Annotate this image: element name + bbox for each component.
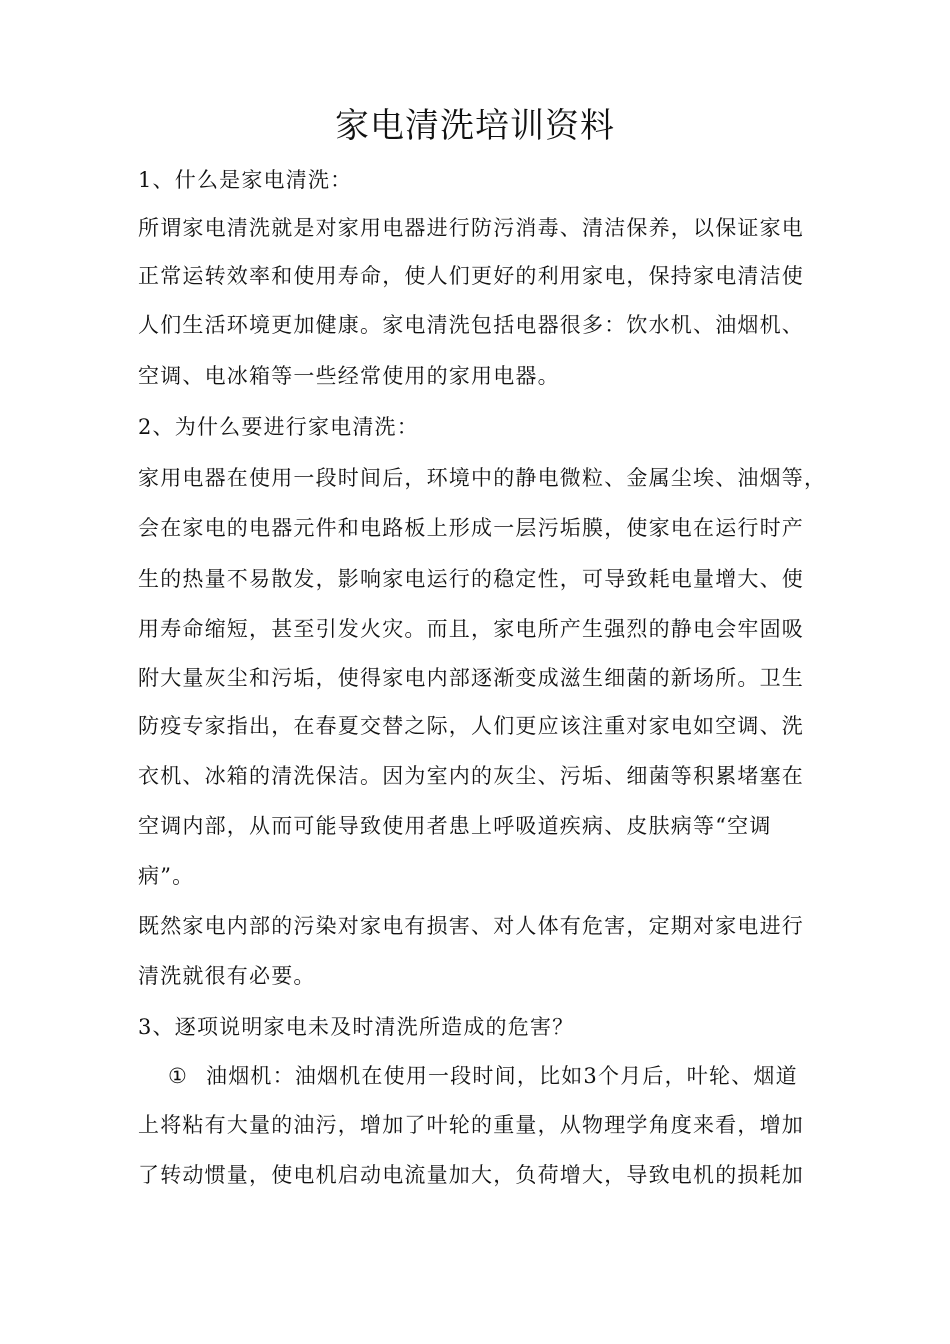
- paragraph-line: 防疫专家指出，在春夏交替之际，人们更应该注重对家电如空调、洗: [138, 714, 804, 738]
- paragraph-line: 附大量灰尘和污垢，使得家电内部逐渐变成滋生细菌的新场所。卫生: [138, 666, 804, 690]
- document-title: 家电清洗培训资料: [335, 106, 615, 146]
- section-heading-1: 1、什么是家电清洗：: [138, 168, 353, 192]
- paragraph-line: 了转动惯量，使电机启动电流量加大，负荷增大，导致电机的损耗加: [138, 1163, 804, 1187]
- list-item: [168, 1061, 798, 1091]
- paragraph-line: 上将粘有大量的油污，增加了叶轮的重量，从物理学角度来看，增加: [138, 1113, 804, 1137]
- paragraph-line: 清洗就很有必要。: [138, 964, 316, 988]
- paragraph-line: 所谓家电清洗就是对家用电器进行防污消毒、清洁保养，以保证家电: [138, 216, 804, 240]
- paragraph-line: 空调内部，从而可能导致使用者患上呼吸道疾病、皮肤病等“空调: [138, 814, 772, 838]
- paragraph-line: 正常运转效率和使用寿命，使人们更好的利用家电，保持家电清洁使: [138, 264, 804, 288]
- paragraph-line: 用寿命缩短，甚至引发火灾。而且，家电所产生强烈的静电会牢固吸: [138, 617, 804, 641]
- paragraph-line: 既然家电内部的污染对家电有损害、对人体有危害，定期对家电进行: [138, 914, 804, 938]
- paragraph-line: 家用电器在使用一段时间后，环境中的静电微粒、金属尘埃、油烟等，: [138, 466, 827, 490]
- paragraph-line: 空调、电冰箱等一些经常使用的家用电器。: [138, 364, 560, 388]
- section-heading-2: 2、为什么要进行家电清洗：: [138, 415, 419, 439]
- paragraph-line: 会在家电的电器元件和电路板上形成一层污垢膜，使家电在运行时产: [138, 516, 804, 540]
- paragraph-line: 病”。: [138, 864, 195, 888]
- section-heading-3: 3、逐项说明家电未及时清洗所造成的危害？: [138, 1015, 575, 1039]
- list-item-marker: ①: [168, 1064, 189, 1088]
- paragraph-line: 衣机、冰箱的清洗保洁。因为室内的灰尘、污垢、细菌等积累堵塞在: [138, 764, 804, 788]
- paragraph-line: 人们生活环境更加健康。家电清洗包括电器很多：饮水机、油烟机、: [138, 313, 804, 337]
- paragraph-line: 生的热量不易散发，影响家电运行的稳定性，可导致耗电量增大、使: [138, 567, 804, 591]
- list-item-text: 油烟机：油烟机在使用一段时间，比如3个月后，叶轮、烟道: [206, 1064, 798, 1088]
